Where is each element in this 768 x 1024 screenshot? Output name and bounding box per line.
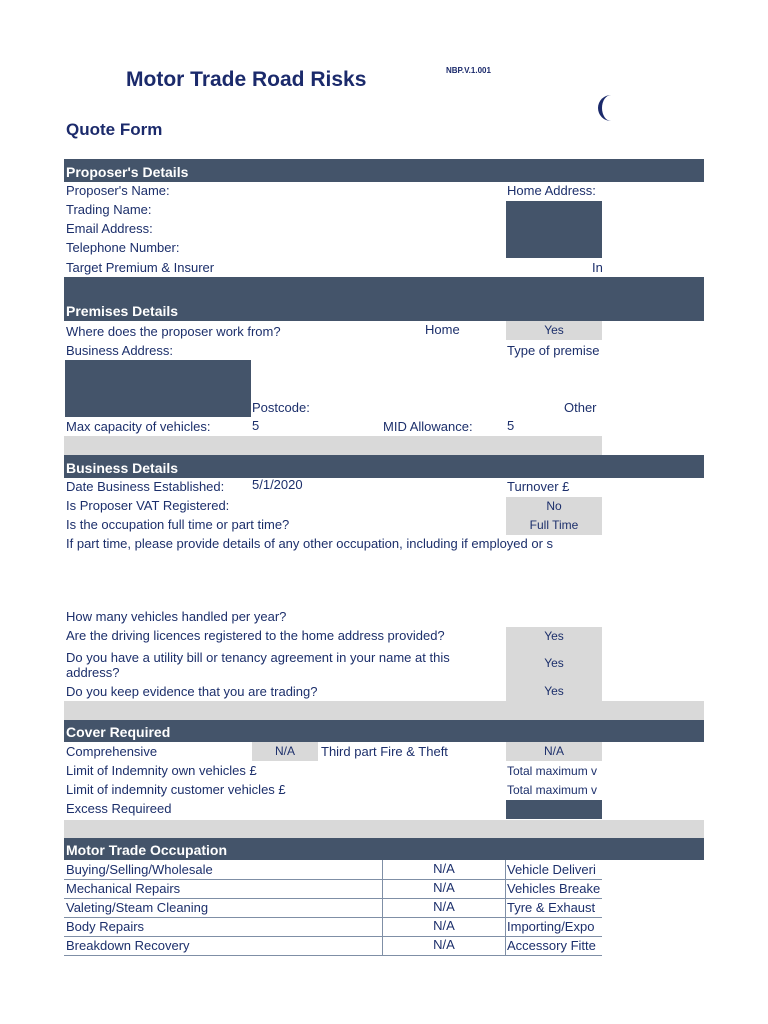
spacer-row <box>64 701 704 720</box>
section-title: Motor Trade Occupation <box>66 842 228 858</box>
table-divider <box>64 955 602 956</box>
occupation-row-value[interactable]: N/A <box>433 899 455 914</box>
section-header-cover <box>64 720 704 742</box>
spacer-row <box>64 820 704 838</box>
page-title: Motor Trade Road Risks <box>126 68 367 91</box>
excess-field[interactable] <box>506 800 602 819</box>
form-subtitle: Quote Form <box>66 120 163 139</box>
utility-bill-value[interactable]: Yes <box>506 646 602 682</box>
home-address-label: Home Address: <box>507 183 596 198</box>
occupation-row-value[interactable]: N/A <box>433 918 455 933</box>
section-title: Business Details <box>66 460 179 476</box>
email-label: Email Address: <box>66 221 153 236</box>
table-divider <box>505 860 506 956</box>
table-divider <box>64 898 602 899</box>
total-maximum-label-2: Total maximum v <box>507 783 598 797</box>
max-capacity-label: Max capacity of vehicles: <box>66 419 211 434</box>
insurer-label-fragment: In <box>592 260 603 275</box>
other-label: Other <box>564 400 597 415</box>
home-option-label: Home <box>425 322 460 337</box>
home-option-value[interactable]: Yes <box>506 321 602 340</box>
tpft-value[interactable]: N/A <box>506 742 602 761</box>
work-from-label: Where does the proposer work from? <box>66 324 281 339</box>
mid-allowance-value[interactable]: 5 <box>507 418 515 433</box>
occupation-row-label: Valeting/Steam Cleaning <box>66 900 209 915</box>
section-header-premises <box>64 277 704 321</box>
table-divider <box>64 879 602 880</box>
max-capacity-value[interactable]: 5 <box>252 418 260 433</box>
business-address-field[interactable] <box>65 360 251 417</box>
date-established-label: Date Business Established: <box>66 479 225 494</box>
table-divider <box>64 917 602 918</box>
utility-bill-label-cont: address? <box>66 665 120 680</box>
section-title: Cover Required <box>66 724 171 740</box>
occupation-row-right-label: Tyre & Exhaust <box>507 900 596 915</box>
telephone-label: Telephone Number: <box>66 240 180 255</box>
vehicles-handled-label: How many vehicles handled per year? <box>66 609 287 624</box>
section-header-business <box>64 455 704 478</box>
trading-evidence-label: Do you keep evidence that you are trading? <box>66 684 318 699</box>
target-premium-label: Target Premium & Insurer <box>66 260 215 275</box>
section-title: Proposer's Details <box>66 164 189 180</box>
occupation-row-right-label: Importing/Expo <box>507 919 595 934</box>
occupation-row-right-label: Vehicles Breake <box>507 881 601 896</box>
part-time-details-label: If part time, please provide details of any other occupation, including if employed or s <box>66 536 554 551</box>
table-divider <box>64 936 602 937</box>
utility-bill-label: Do you have a utility bill or tenancy agreement in your name at this <box>66 650 450 665</box>
trading-evidence-value[interactable]: Yes <box>506 682 602 701</box>
licences-address-value[interactable]: Yes <box>506 627 602 646</box>
excess-label: Excess Requireed <box>66 801 172 816</box>
comprehensive-label: Comprehensive <box>66 744 158 759</box>
mid-allowance-label: MID Allowance: <box>383 419 473 434</box>
tpft-label: Third part Fire & Theft <box>321 744 448 759</box>
turnover-label: Turnover £ <box>507 479 570 494</box>
vat-label: Is Proposer VAT Registered: <box>66 498 230 513</box>
occupation-row-right-label: Accessory Fitte <box>507 938 596 953</box>
logo-icon <box>598 95 612 121</box>
customer-vehicles-limit-label: Limit of indemnity customer vehicles £ <box>66 782 286 797</box>
section-title: Premises Details <box>66 303 179 319</box>
home-address-field[interactable] <box>506 201 602 258</box>
trading-name-label: Trading Name: <box>66 202 152 217</box>
occupation-row-value[interactable]: N/A <box>433 861 455 876</box>
table-divider <box>382 860 383 956</box>
postcode-label: Postcode: <box>252 400 310 415</box>
occupation-row-label: Body Repairs <box>66 919 145 934</box>
licences-address-label: Are the driving licences registered to the home address provided? <box>66 628 445 643</box>
spacer-row <box>64 436 602 455</box>
comprehensive-value[interactable]: N/A <box>252 742 318 761</box>
occupation-row-value[interactable]: N/A <box>433 880 455 895</box>
form-code: NBP.V.1.001 <box>446 66 491 75</box>
occupation-row-value[interactable]: N/A <box>433 937 455 952</box>
occupation-row-label: Mechanical Repairs <box>66 881 181 896</box>
occupation-type-value[interactable]: Full Time <box>506 516 602 535</box>
premises-type-label: Type of premise <box>507 343 600 358</box>
occupation-row-label: Buying/Selling/Wholesale <box>66 862 213 877</box>
occupation-type-label: Is the occupation full time or part time? <box>66 517 290 532</box>
vat-value[interactable]: No <box>506 497 602 516</box>
proposer-name-label: Proposer's Name: <box>66 183 170 198</box>
business-address-label: Business Address: <box>66 343 173 358</box>
total-maximum-label-1: Total maximum v <box>507 764 598 778</box>
own-vehicles-limit-label: Limit of Indemnity own vehicles £ <box>66 763 257 778</box>
section-header-proposer <box>64 159 704 182</box>
date-established-value[interactable]: 5/1/2020 <box>252 477 303 492</box>
section-header-occupation <box>64 838 704 860</box>
occupation-row-right-label: Vehicle Deliveri <box>507 862 596 877</box>
occupation-row-label: Breakdown Recovery <box>66 938 190 953</box>
